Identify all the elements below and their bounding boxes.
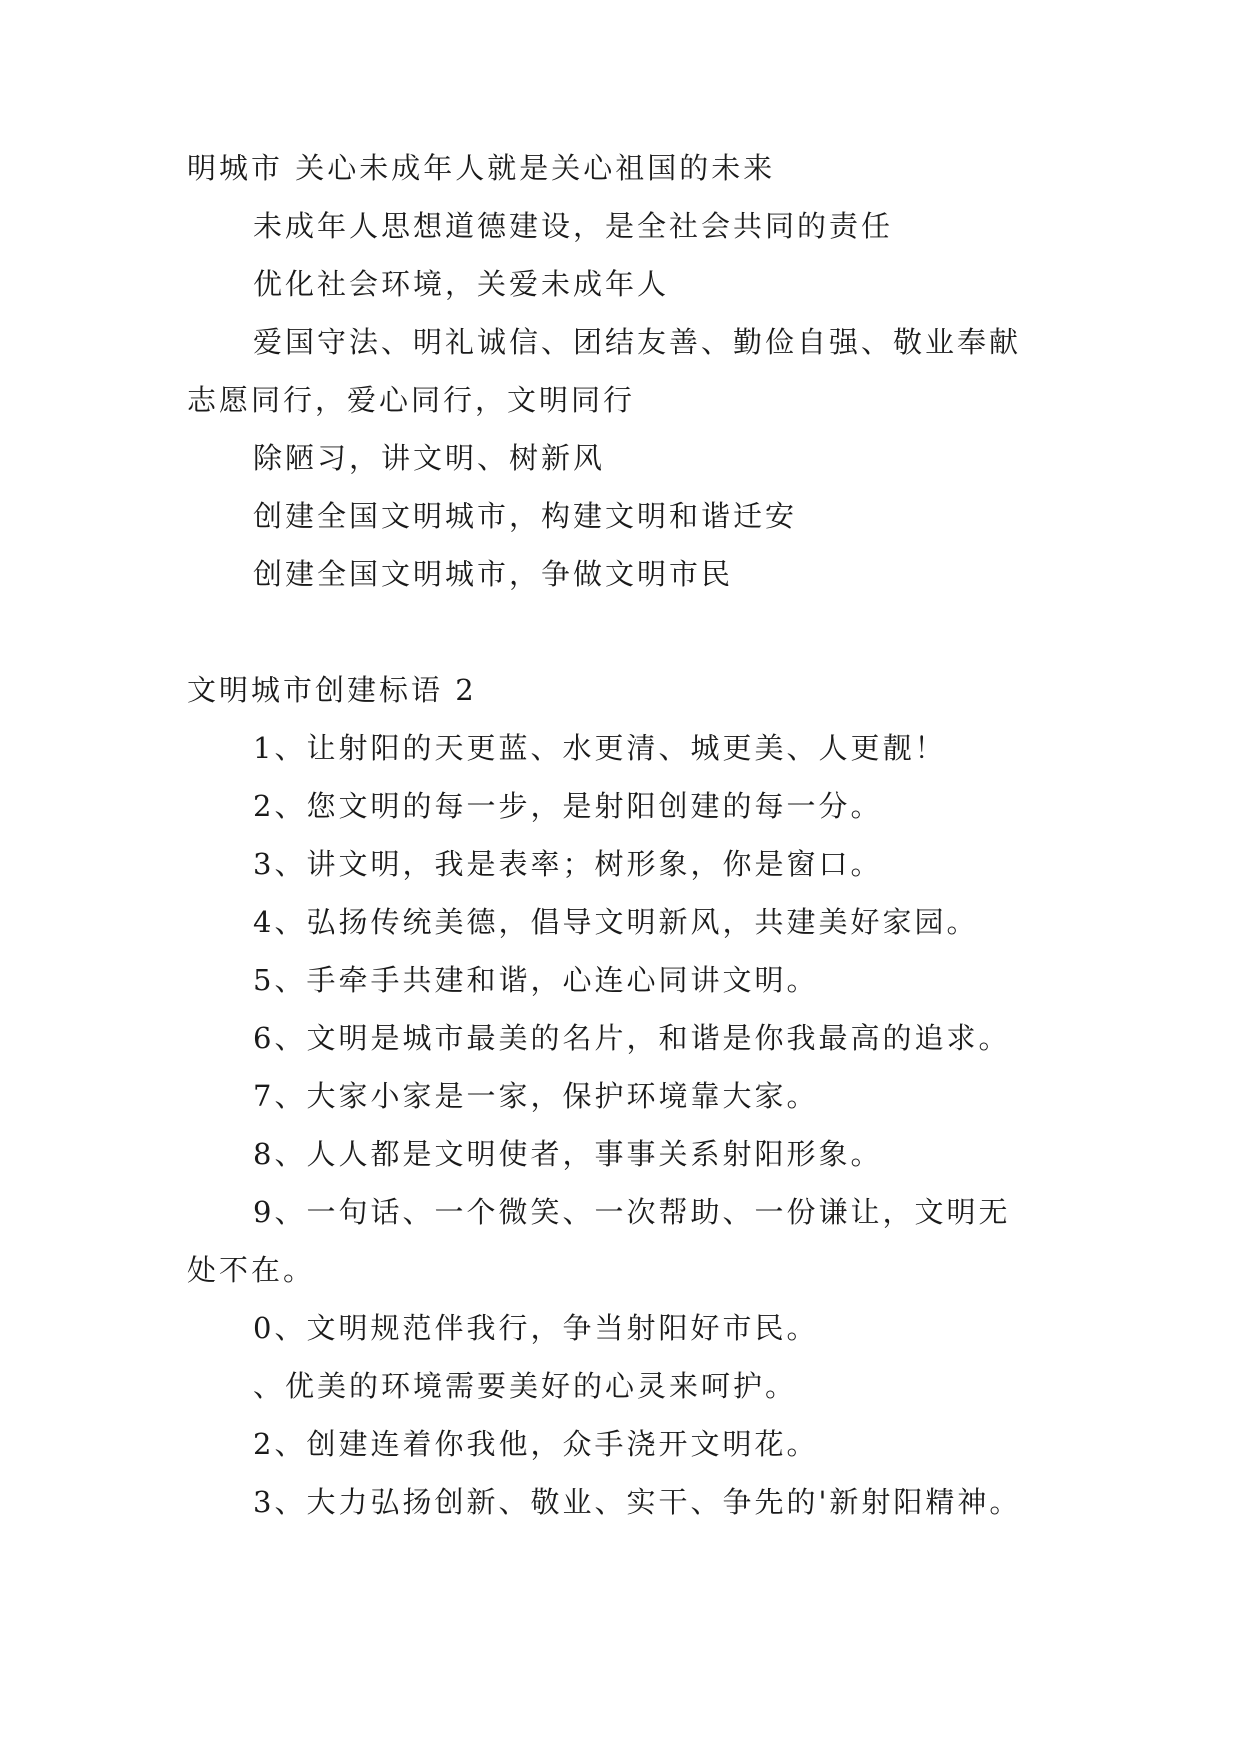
list-item: 5、手牵手共建和谐，心连心同讲文明。: [253, 963, 819, 997]
text-line: 未成年人思想道德建设，是全社会共同的责任: [253, 209, 894, 243]
list-item: 4、弘扬传统美德，倡导文明新风，共建美好家园。: [253, 905, 979, 939]
list-item: 7、大家小家是一家，保护环境靠大家。: [253, 1079, 819, 1113]
list-item: 3、大力弘扬创新、敬业、实干、争先的'新射阳精神。: [253, 1485, 1022, 1519]
list-item: 6、文明是城市最美的名片，和谐是你我最高的追求。: [253, 1021, 1011, 1055]
text-line: 志愿同行，爱心同行，文明同行: [187, 383, 636, 417]
list-item: 2、您文明的每一步，是射阳创建的每一分。: [253, 789, 883, 823]
list-item: 8、人人都是文明使者，事事关系射阳形象。: [253, 1137, 883, 1171]
list-item: 0、文明规范伴我行，争当射阳好市民。: [253, 1311, 819, 1345]
list-item: 3、讲文明，我是表率；树形象，你是窗口。: [253, 847, 883, 881]
text-line: 明城市 关心未成年人就是关心祖国的未来: [187, 151, 776, 185]
list-item: 、优美的环境需要美好的心灵来呵护。: [253, 1369, 798, 1403]
list-item: 1、让射阳的天更蓝、水更清、城更美、人更靓！: [253, 731, 947, 765]
list-item-continuation: 处不在。: [187, 1253, 316, 1287]
text-line: 创建全国文明城市，争做文明市民: [253, 557, 734, 591]
section-title: 文明城市创建标语 2: [187, 673, 477, 707]
list-item: 9、一句话、一个微笑、一次帮助、一份谦让，文明无: [253, 1195, 1011, 1229]
text-line: 除陋习，讲文明、树新风: [253, 441, 606, 475]
list-item: 2、创建连着你我他，众手浇开文明花。: [253, 1427, 819, 1461]
text-line: 优化社会环境，关爱未成年人: [253, 267, 670, 301]
text-line: 爱国守法、明礼诚信、团结友善、勤俭自强、敬业奉献: [253, 325, 1022, 359]
text-line: 创建全国文明城市，构建文明和谐迁安: [253, 499, 798, 533]
